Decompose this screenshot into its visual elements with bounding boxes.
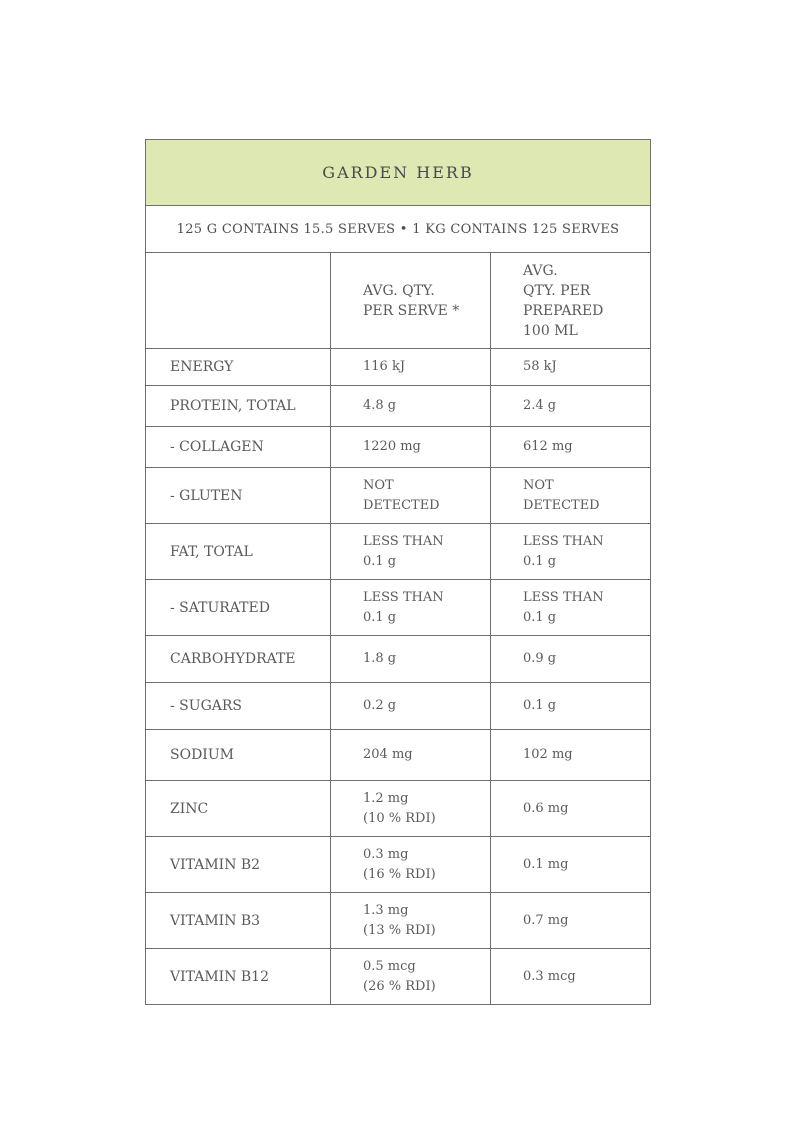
table-row <box>146 636 650 683</box>
per-serve-value: LESS THAN 0.1 g <box>331 580 491 635</box>
nutrient-name: VITAMIN B3 <box>146 893 331 948</box>
nutrient-name: VITAMIN B2 <box>146 837 331 892</box>
per-serve-value: 204 mg <box>331 730 491 780</box>
table-row <box>146 730 650 781</box>
table-row <box>146 468 650 524</box>
nutrient-name: - SATURATED <box>146 580 331 635</box>
per-serve-value: 0.2 g <box>331 683 491 729</box>
per-serve-value: LESS THAN 0.1 g <box>331 524 491 579</box>
table-row <box>146 349 650 386</box>
column-header-row <box>146 253 650 349</box>
nutrient-name: FAT, TOTAL <box>146 524 331 579</box>
per-100ml-value: NOT DETECTED <box>523 477 600 513</box>
table-row <box>146 683 650 730</box>
per-serve-value: NOT DETECTED <box>331 468 491 523</box>
per-100ml-value: 0.3 mcg <box>523 968 576 984</box>
nutrient-name: - COLLAGEN <box>146 427 331 467</box>
table-row <box>146 524 650 580</box>
table-row <box>146 893 650 949</box>
nutrient-name: - GLUTEN <box>146 468 331 523</box>
table-row <box>146 427 650 468</box>
per-serve-value: 1.8 g <box>331 636 491 682</box>
table-row <box>146 580 650 636</box>
per-serve-value: 0.5 mcg (26 % RDI) <box>331 949 491 1004</box>
per-serve-value: 1220 mg <box>331 427 491 467</box>
nutrition-panel <box>145 139 651 1005</box>
per-100ml-value: LESS THAN 0.1 g <box>523 589 604 625</box>
per-100ml-value: 0.9 g <box>523 651 557 666</box>
per-100ml-value: 0.1 mg <box>523 856 569 872</box>
header-per-100ml: AVG. QTY. PER PREPARED 100 ML <box>523 262 604 339</box>
nutrient-name: CARBOHYDRATE <box>146 636 331 682</box>
per-100ml-value: 2.4 g <box>523 398 557 413</box>
table-row <box>146 781 650 837</box>
panel-title: GARDEN HERB <box>146 140 650 206</box>
per-serve-value: 4.8 g <box>331 386 491 426</box>
per-100ml-value: 102 mg <box>523 747 573 762</box>
per-100ml-value: 0.1 g <box>523 698 557 713</box>
nutrient-name: PROTEIN, TOTAL <box>146 386 331 426</box>
nutrient-name: VITAMIN B12 <box>146 949 331 1004</box>
nutrient-name: SODIUM <box>146 730 331 780</box>
table-row <box>146 949 650 1004</box>
per-100ml-value: 0.6 mg <box>523 800 569 816</box>
header-per-serve: AVG. QTY. PER SERVE * <box>331 253 491 348</box>
per-serve-value: 1.3 mg (13 % RDI) <box>331 893 491 948</box>
per-100ml-value: 0.7 mg <box>523 912 569 928</box>
table-row <box>146 386 650 427</box>
nutrient-name: - SUGARS <box>146 683 331 729</box>
per-serve-value: 0.3 mg (16 % RDI) <box>331 837 491 892</box>
header-nutrient <box>146 253 331 348</box>
per-100ml-value: 58 kJ <box>523 359 557 374</box>
nutrient-name: ZINC <box>146 781 331 836</box>
per-100ml-value: 612 mg <box>523 439 573 454</box>
per-serve-value: 116 kJ <box>331 349 491 385</box>
nutrient-name: ENERGY <box>146 349 331 385</box>
serves-info: 125 G CONTAINS 15.5 SERVES • 1 KG CONTAINS 125 SERVES <box>146 206 650 253</box>
per-serve-value: 1.2 mg (10 % RDI) <box>331 781 491 836</box>
table-row <box>146 837 650 893</box>
per-100ml-value: LESS THAN 0.1 g <box>523 533 604 569</box>
